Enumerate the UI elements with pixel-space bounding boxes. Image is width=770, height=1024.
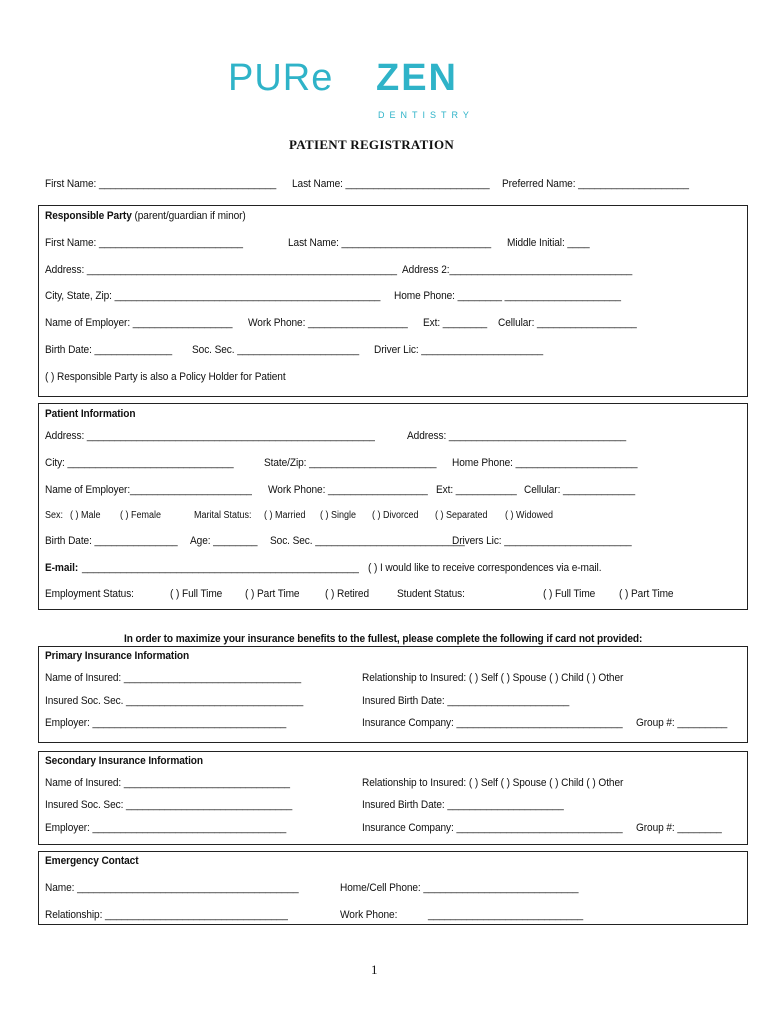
responsible-party-heading [45, 210, 246, 222]
pt-age-field[interactable]: Age: ________ [190, 535, 258, 547]
rp-ext-field[interactable]: Ext: ________ [423, 317, 488, 329]
svg-text:PURe: PURe [228, 57, 334, 99]
email-field[interactable]: __________________________________________________ [82, 562, 359, 574]
primary-birth-date-field[interactable]: Insured Birth Date: ______________________ [362, 695, 570, 707]
email-opt-in-checkbox[interactable]: ( ) I would like to receive correspondences via e-mail. [368, 562, 602, 574]
pt-cellular-field[interactable]: Cellular: _____________ [524, 484, 635, 496]
employment-retired-checkbox[interactable]: ( ) Retired [325, 588, 369, 600]
primary-soc-sec-field[interactable]: Insured Soc. Sec. ________________________________ [45, 695, 304, 707]
emergency-name-field[interactable]: Name: ________________________________________ [45, 882, 299, 894]
pt-home-phone-field[interactable]: Home Phone: ______________________ [452, 457, 638, 469]
sex-male-checkbox[interactable]: ( ) Male [70, 510, 101, 521]
secondary-birth-date-field[interactable]: Insured Birth Date: _____________________ [362, 799, 564, 811]
primary-group-field[interactable]: Group #: _________ [636, 717, 728, 729]
secondary-group-field[interactable]: Group #: ________ [636, 822, 722, 834]
primary-name-field[interactable]: Name of Insured: ________________________________ [45, 672, 302, 684]
marital-separated-checkbox[interactable]: ( ) Separated [435, 510, 488, 521]
rp-cellular-field[interactable]: Cellular: __________________ [498, 317, 637, 329]
pt-address2-field[interactable]: Address: ________________________________ [407, 430, 627, 442]
marital-divorced-checkbox[interactable]: ( ) Divorced [372, 510, 419, 521]
page-title: PATIENT REGISTRATION [289, 137, 455, 152]
student-part-time-checkbox[interactable]: ( ) Part Time [619, 588, 674, 600]
responsible-heading-text: Responsible Party [45, 210, 132, 222]
rp-soc-sec-field[interactable]: Soc. Sec. ______________________ [192, 344, 360, 356]
rp-work-phone-field[interactable]: Work Phone: __________________ [248, 317, 408, 329]
pt-employer-field[interactable]: Name of Employer:______________________ [45, 484, 252, 496]
marital-status-label: Marital Status: [194, 510, 252, 521]
insurance-instructions: In order to maximize your insurance benefits to the fullest, please complete the following if card not provided: [124, 633, 643, 645]
email-label: E-mail: [45, 562, 79, 574]
marital-married-checkbox[interactable]: ( ) Married [264, 510, 306, 521]
sex-female-checkbox[interactable]: ( ) Female [120, 510, 162, 521]
primary-employer-field[interactable]: Employer: ___________________________________ [45, 717, 287, 729]
svg-text:DENTISTRY: DENTISTRY [378, 110, 474, 120]
pt-ext-field[interactable]: Ext: ___________ [436, 484, 517, 496]
rp-home-phone-field[interactable]: Home Phone: ________ _____________________ [394, 290, 621, 302]
rp-address-field[interactable]: Address: ________________________________________________________ [45, 264, 397, 276]
responsible-heading-note: (parent/guardian if minor) [134, 210, 246, 222]
pt-work-phone-field[interactable]: Work Phone: __________________ [268, 484, 428, 496]
pt-state-zip-field[interactable]: State/Zip: _______________________ [264, 457, 437, 469]
rp-last-name-field[interactable]: Last Name: ___________________________ [288, 237, 492, 249]
student-full-time-checkbox[interactable]: ( ) Full Time [543, 588, 596, 600]
rp-employer-field[interactable]: Name of Employer: __________________ [45, 317, 233, 329]
employment-part-time-checkbox[interactable]: ( ) Part Time [245, 588, 300, 600]
sex-label: Sex: [45, 510, 64, 521]
pt-city-field[interactable]: City: ______________________________ [45, 457, 234, 469]
rp-driver-lic-field[interactable]: Driver Lic: ______________________ [374, 344, 544, 356]
employment-status-label: Employment Status: [45, 588, 134, 600]
pt-birth-date-field[interactable]: Birth Date: _______________ [45, 535, 178, 547]
emergency-home-cell-field[interactable]: Home/Cell Phone: ____________________________ [340, 882, 579, 894]
pt-soc-sec-field[interactable]: Soc. Sec. ___________________________ [270, 535, 465, 547]
pt-address-field[interactable]: Address: ____________________________________________________ [45, 430, 375, 442]
svg-text:ZEN: ZEN [376, 57, 458, 99]
secondary-company-field[interactable]: Insurance Company: ______________________________ [362, 822, 623, 834]
patient-info-heading: Patient Information [45, 408, 136, 420]
pt-drivers-lic-field[interactable]: Drivers Lic: _______________________ [452, 535, 632, 547]
brand-logo-mark [228, 56, 500, 120]
secondary-employer-field[interactable]: Employer: ___________________________________ [45, 822, 287, 834]
primary-company-field[interactable]: Insurance Company: ______________________________ [362, 717, 623, 729]
emergency-work-phone-label: Work Phone: [340, 909, 398, 921]
last-name-field[interactable]: Last Name: __________________________ [292, 178, 490, 190]
emergency-contact-heading: Emergency Contact [45, 855, 139, 867]
first-name-field[interactable]: First Name: ________________________________ [45, 178, 277, 190]
emergency-relationship-field[interactable]: Relationship: _________________________________ [45, 909, 288, 921]
emergency-work-phone-field[interactable]: ____________________________ [428, 909, 584, 921]
primary-insurance-heading: Primary Insurance Information [45, 650, 190, 662]
primary-relationship-options[interactable]: Relationship to Insured: ( ) Self ( ) Spouse ( ) Child ( ) Other [362, 672, 624, 684]
brand-logo [228, 56, 500, 125]
employment-full-time-checkbox[interactable]: ( ) Full Time [170, 588, 223, 600]
marital-single-checkbox[interactable]: ( ) Single [320, 510, 357, 521]
rp-address2-field[interactable]: Address 2:_________________________________ [402, 264, 633, 276]
secondary-relationship-options[interactable]: Relationship to Insured: ( ) Self ( ) Spouse ( ) Child ( ) Other [362, 777, 624, 789]
rp-middle-initial-field[interactable]: Middle Initial: ____ [507, 237, 590, 249]
preferred-name-field[interactable]: Preferred Name: ____________________ [502, 178, 689, 190]
rp-first-name-field[interactable]: First Name: __________________________ [45, 237, 243, 249]
rp-city-field[interactable]: City, State, Zip: ________________________________________________ [45, 290, 381, 302]
student-status-label: Student Status: [397, 588, 465, 600]
page-number: 1 [371, 962, 378, 977]
marital-widowed-checkbox[interactable]: ( ) Widowed [505, 510, 554, 521]
rp-policy-holder-checkbox[interactable]: ( ) Responsible Party is also a Policy Holder for Patient [45, 371, 286, 383]
secondary-insurance-heading: Secondary Insurance Information [45, 755, 203, 767]
secondary-soc-sec-field[interactable]: Insured Soc. Sec: ______________________________ [45, 799, 293, 811]
rp-birth-date-field[interactable]: Birth Date: ______________ [45, 344, 173, 356]
secondary-name-field[interactable]: Name of Insured: ______________________________ [45, 777, 290, 789]
